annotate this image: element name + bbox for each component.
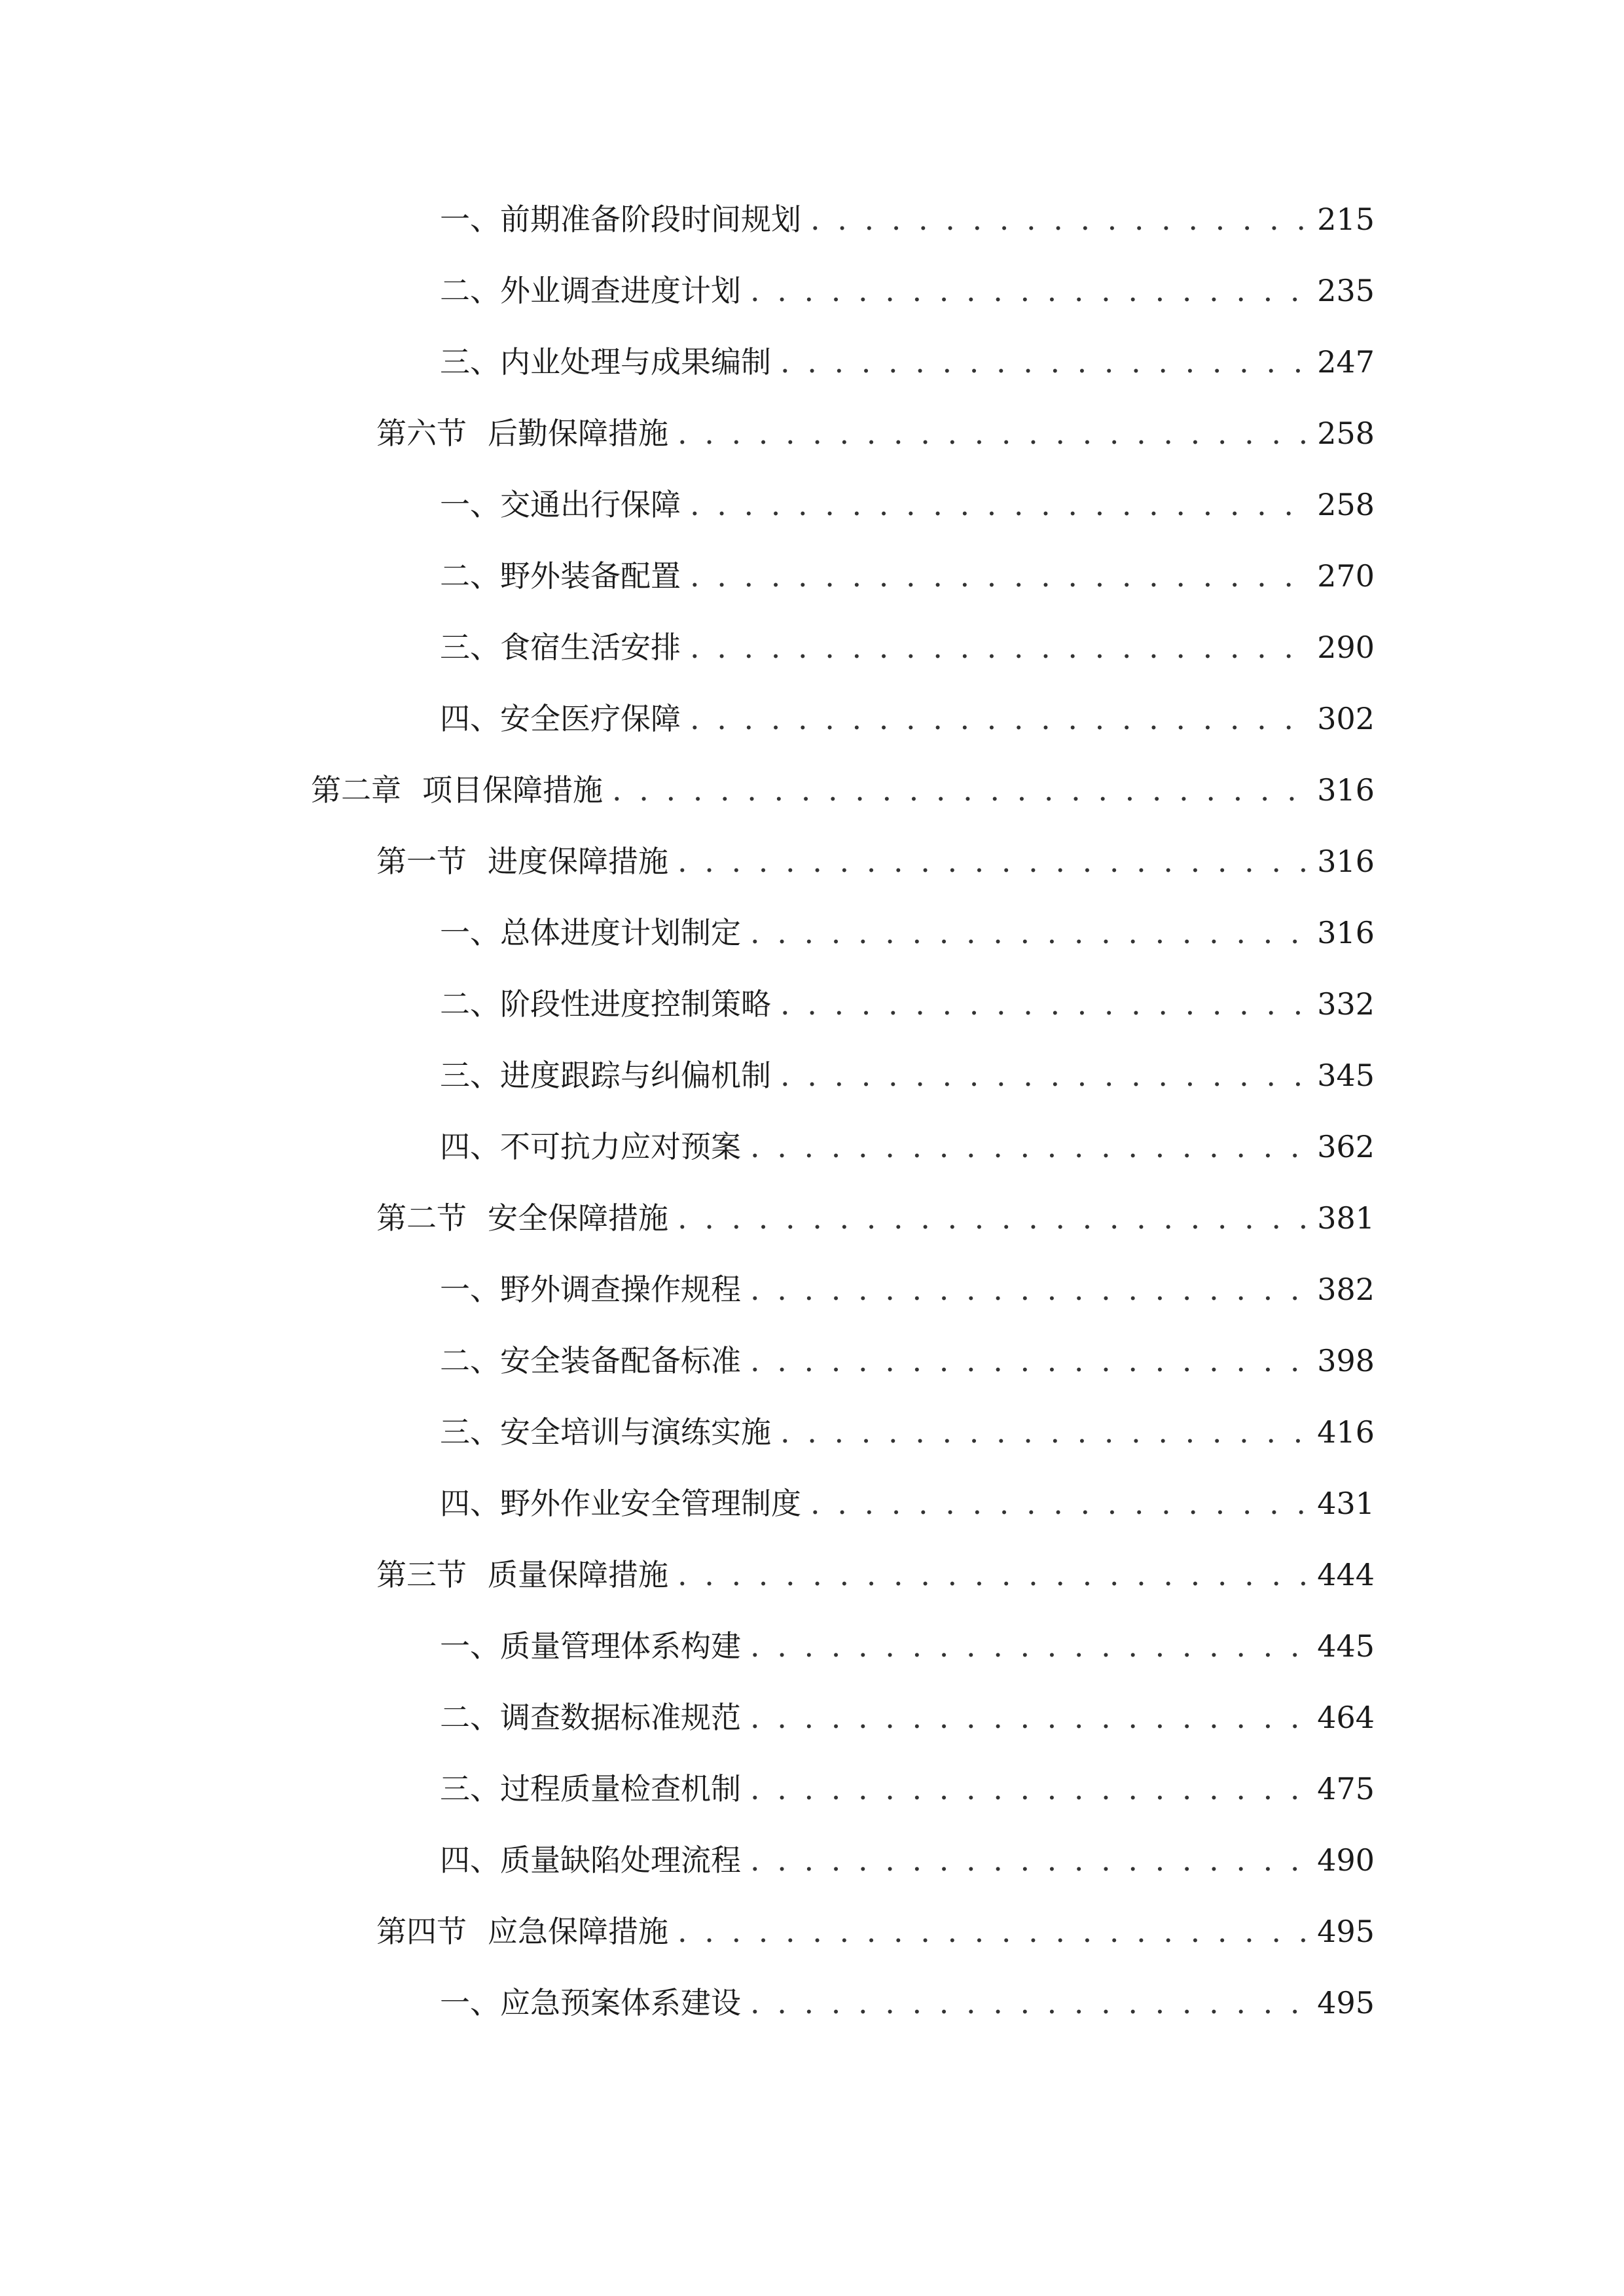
toc-entry-number: 二、: [440, 1343, 500, 1378]
toc-entry-title: 内业处理与成果编制: [500, 344, 771, 380]
toc-entry-page: 316: [1317, 844, 1375, 879]
toc-entry-number: 三、: [440, 1058, 500, 1093]
toc-entry[interactable]: [440, 1837, 1375, 1883]
toc-entry-title: 进度保障措施: [488, 844, 668, 879]
toc-entry-title: 野外装备配置: [500, 558, 681, 594]
toc-entry-page: 258: [1317, 487, 1375, 522]
toc-entry[interactable]: [440, 1124, 1375, 1170]
toc-entry-page: 431: [1317, 1486, 1375, 1521]
toc-entry-page: 444: [1317, 1557, 1375, 1592]
toc-entry[interactable]: [376, 1195, 1375, 1241]
toc-entry-page: 235: [1317, 273, 1375, 308]
dot-leader: [612, 767, 1312, 813]
toc-entry-number: 二、: [440, 1700, 500, 1735]
toc-entry[interactable]: [440, 339, 1375, 385]
toc-entry[interactable]: [376, 1909, 1375, 1954]
toc-entry-number: 第三节: [376, 1557, 467, 1592]
toc-entry-title: 质量缺陷处理流程: [500, 1842, 741, 1878]
toc-entry-number: 三、: [440, 1414, 500, 1450]
toc-entry-page: 475: [1317, 1771, 1375, 1806]
toc-entry-page: 464: [1317, 1700, 1375, 1735]
toc-entry-page: 495: [1317, 1985, 1375, 2020]
dot-leader: [677, 410, 1312, 456]
dot-leader: [750, 910, 1312, 956]
toc-entry-page: 332: [1317, 986, 1375, 1022]
toc-entry-page: 490: [1317, 1842, 1375, 1878]
toc-entry-number: 四、: [440, 1129, 500, 1164]
dot-leader: [677, 1552, 1312, 1598]
toc-entry-title: 过程质量检查机制: [500, 1771, 741, 1806]
dot-leader: [690, 482, 1312, 528]
toc-entry-page: 247: [1317, 344, 1375, 380]
toc-entry[interactable]: [376, 410, 1375, 456]
toc-entry-number: 第一节: [376, 844, 467, 879]
dot-leader: [750, 1266, 1312, 1312]
dot-leader: [750, 1338, 1312, 1384]
toc-entry[interactable]: [440, 1695, 1375, 1740]
toc-entry[interactable]: [440, 196, 1375, 242]
toc-entry-title: 安全医疗保障: [500, 701, 681, 736]
toc-entry-number: 三、: [440, 344, 500, 380]
dot-leader: [750, 1623, 1312, 1669]
toc-entry-title: 前期准备阶段时间规划: [500, 202, 801, 237]
toc-entry-title: 安全装备配备标准: [500, 1343, 741, 1378]
toc-entry[interactable]: [376, 1552, 1375, 1598]
dot-leader: [677, 1195, 1312, 1241]
toc-entry-number: 一、: [440, 915, 500, 950]
toc-entry[interactable]: [440, 981, 1375, 1027]
toc-entry-title: 调查数据标准规范: [500, 1700, 741, 1735]
toc-entry[interactable]: [440, 910, 1375, 956]
toc-entry-number: 四、: [440, 701, 500, 736]
toc-entry[interactable]: [376, 838, 1375, 884]
toc-entry-page: 345: [1317, 1058, 1375, 1093]
toc-entry[interactable]: [440, 1623, 1375, 1669]
toc-entry-page: 381: [1317, 1200, 1375, 1236]
toc-entry[interactable]: [440, 1338, 1375, 1384]
toc-entry-page: 215: [1317, 202, 1375, 237]
toc-entry-number: 第二节: [376, 1200, 467, 1236]
dot-leader: [780, 1409, 1312, 1455]
dot-leader: [690, 696, 1312, 742]
dot-leader: [750, 1695, 1312, 1740]
toc-entry-number: 三、: [440, 1771, 500, 1806]
toc-entry[interactable]: [440, 1766, 1375, 1812]
toc-entry-title: 不可抗力应对预案: [500, 1129, 741, 1164]
toc-entry-number: 第六节: [376, 416, 467, 451]
toc-entry[interactable]: [440, 482, 1375, 528]
dot-leader: [750, 1124, 1312, 1170]
dot-leader: [810, 1480, 1312, 1526]
toc-entry-page: 302: [1317, 701, 1375, 736]
dot-leader: [780, 1052, 1312, 1098]
toc-entry-number: 一、: [440, 1628, 500, 1664]
dot-leader: [750, 268, 1312, 314]
toc-entry-number: 一、: [440, 1272, 500, 1307]
dot-leader: [677, 1909, 1312, 1954]
toc-entry-title: 阶段性进度控制策略: [500, 986, 771, 1022]
dot-leader: [780, 339, 1312, 385]
toc-entry-number: 三、: [440, 630, 500, 665]
toc-entry[interactable]: [440, 1980, 1375, 2026]
dot-leader: [690, 624, 1312, 670]
dot-leader: [750, 1980, 1312, 2026]
toc-entry-number: 二、: [440, 558, 500, 594]
toc-entry-title: 质量保障措施: [488, 1557, 668, 1592]
toc-entry-page: 382: [1317, 1272, 1375, 1307]
toc-entry-page: 362: [1317, 1129, 1375, 1164]
toc-entry[interactable]: [440, 1409, 1375, 1455]
toc-entry-title: 后勤保障措施: [488, 416, 668, 451]
toc-entry-title: 应急保障措施: [488, 1914, 668, 1949]
dot-leader: [690, 553, 1312, 599]
dot-leader: [780, 981, 1312, 1027]
toc-entry-page: 445: [1317, 1628, 1375, 1664]
toc-entry-number: 二、: [440, 273, 500, 308]
toc-entry-number: 四、: [440, 1842, 500, 1878]
toc-entry-title: 安全培训与演练实施: [500, 1414, 771, 1450]
toc-entry-page: 316: [1317, 772, 1375, 808]
toc-entry-title: 应急预案体系建设: [500, 1985, 741, 2020]
toc-entry-number: 一、: [440, 202, 500, 237]
toc-entry-number: 第四节: [376, 1914, 467, 1949]
toc-entry-number: 一、: [440, 1985, 500, 2020]
toc-entry-page: 290: [1317, 630, 1375, 665]
toc-entry[interactable]: [440, 268, 1375, 314]
toc-entry-page: 398: [1317, 1343, 1375, 1378]
toc-entry-title: 食宿生活安排: [500, 630, 681, 665]
toc-entry[interactable]: [440, 696, 1375, 742]
toc-entry-number: 四、: [440, 1486, 500, 1521]
toc-entry-title: 总体进度计划制定: [500, 915, 741, 950]
toc-entry[interactable]: [440, 553, 1375, 599]
toc-entry-page: 258: [1317, 416, 1375, 451]
dot-leader: [677, 838, 1312, 884]
toc-entry-number: 二、: [440, 986, 500, 1022]
toc-entry-title: 质量管理体系构建: [500, 1628, 741, 1664]
toc-entry[interactable]: [440, 1052, 1375, 1098]
toc-entry-page: 495: [1317, 1914, 1375, 1949]
toc-entry[interactable]: [311, 767, 1375, 813]
toc-entry-title: 外业调查进度计划: [500, 273, 741, 308]
toc-entry[interactable]: [440, 1480, 1375, 1526]
toc-entry-title: 进度跟踪与纠偏机制: [500, 1058, 771, 1093]
toc-entry-number: 第二章: [311, 772, 401, 808]
toc-entry-title: 项目保障措施: [422, 772, 603, 808]
toc-entry-page: 316: [1317, 915, 1375, 950]
dot-leader: [750, 1837, 1312, 1883]
toc-entry-title: 交通出行保障: [500, 487, 681, 522]
toc-entry-title: 野外调查操作规程: [500, 1272, 741, 1307]
toc-entry-page: 270: [1317, 558, 1375, 594]
toc-entry[interactable]: [440, 624, 1375, 670]
toc-entry-title: 安全保障措施: [488, 1200, 668, 1236]
toc-entry-title: 野外作业安全管理制度: [500, 1486, 801, 1521]
toc-entry-page: 416: [1317, 1414, 1375, 1450]
toc-entry[interactable]: [440, 1266, 1375, 1312]
dot-leader: [810, 196, 1312, 242]
toc-entry-number: 一、: [440, 487, 500, 522]
dot-leader: [750, 1766, 1312, 1812]
